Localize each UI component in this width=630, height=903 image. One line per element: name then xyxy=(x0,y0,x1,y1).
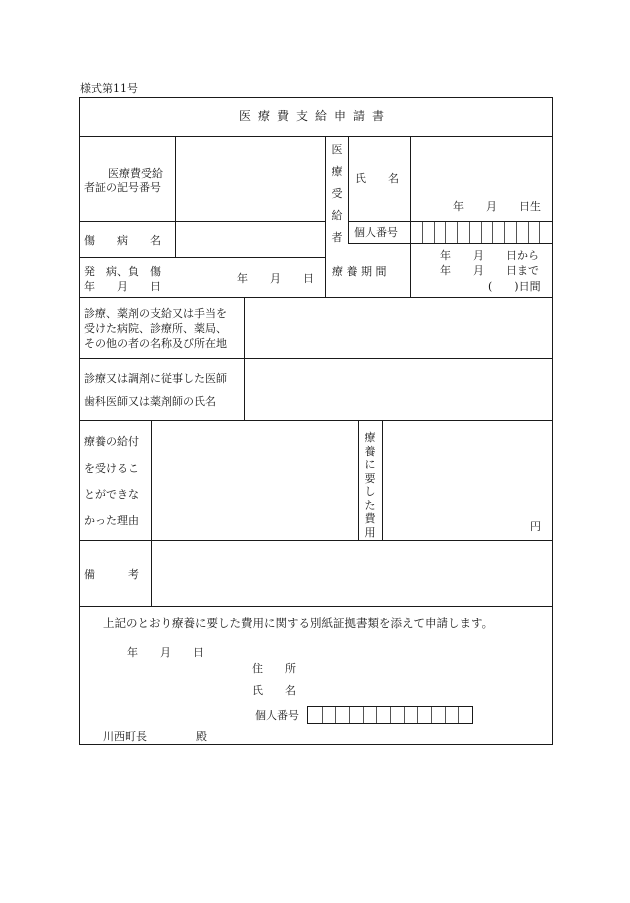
period-to[interactable]: 年 月 日まで xyxy=(440,264,539,277)
recipient-name-label: 氏 名 xyxy=(355,172,399,185)
doctor-field[interactable] xyxy=(245,359,551,420)
applicant-address-label: 住 所 xyxy=(252,662,296,675)
form-title: 医療費支給申請書 xyxy=(238,109,391,123)
institution-label-line2: 受けた病院、診療所、薬局、 xyxy=(84,322,227,335)
remarks-field[interactable] xyxy=(152,541,551,606)
institution-label-line1: 診療、薬剤の支給又は手当を xyxy=(84,307,227,320)
reason-label-line3: とができな xyxy=(84,488,139,501)
cert-number-label-line2: 者証の記号番号 xyxy=(84,181,161,194)
recipient-vertical-label: 医 療 受 給 者 xyxy=(331,143,343,244)
recipient-personal-number-boxes[interactable] xyxy=(410,222,551,243)
institution-label-line3: その他の者の名称及び所在地 xyxy=(84,337,227,350)
reason-label-line1: 療養の給付 xyxy=(84,435,139,448)
reason-field[interactable] xyxy=(152,421,358,540)
treatment-period-label: 療 養 期 間 xyxy=(332,265,387,278)
reason-label-line4: かった理由 xyxy=(84,514,139,527)
form-number: 様式第11号 xyxy=(80,82,138,95)
doctor-label-line1: 診療又は調剤に従事した医師 xyxy=(84,372,227,385)
period-from[interactable]: 年 月 日から xyxy=(440,249,539,262)
reason-label-line2: を受けるこ xyxy=(84,462,139,475)
application-date[interactable]: 年 月 日 xyxy=(127,646,204,659)
period-days[interactable]: ( )日間 xyxy=(488,280,541,293)
yen-unit: 円 xyxy=(530,520,541,533)
onset-label-line1: 発 病、負 傷 xyxy=(84,265,161,278)
onset-date-field[interactable]: 年 月 日 xyxy=(237,272,314,285)
addressee: 川西町長 xyxy=(103,730,147,743)
treatment-cost-vertical-label: 療 養 に 要 し た 費 用 xyxy=(364,431,376,539)
applicant-personal-number-boxes[interactable] xyxy=(307,706,473,724)
cert-number-field[interactable] xyxy=(176,137,325,221)
remarks-label: 備 考 xyxy=(84,568,139,581)
applicant-personal-number-label: 個人番号 xyxy=(255,709,299,722)
doctor-label-line2: 歯科医師又は薬剤師の氏名 xyxy=(84,395,216,408)
institution-field[interactable] xyxy=(245,298,551,358)
injury-name-field[interactable] xyxy=(176,222,325,257)
recipient-name-field[interactable] xyxy=(411,137,551,197)
cert-number-label-line1: 医療費受給 xyxy=(108,167,163,180)
declaration-statement: 上記のとおり療養に要した費用に関する別紙証拠書類を添えて申請します。 xyxy=(103,616,494,630)
onset-label-line2: 年 月 日 xyxy=(84,280,161,293)
honorific: 殿 xyxy=(196,730,207,743)
birth-date-label: 年 月 日生 xyxy=(453,200,541,213)
injury-name-label: 傷 病 名 xyxy=(84,234,161,247)
treatment-cost-field[interactable] xyxy=(383,421,551,540)
applicant-name-label: 氏 名 xyxy=(252,684,296,697)
recipient-personal-number-label: 個人番号 xyxy=(354,226,398,239)
